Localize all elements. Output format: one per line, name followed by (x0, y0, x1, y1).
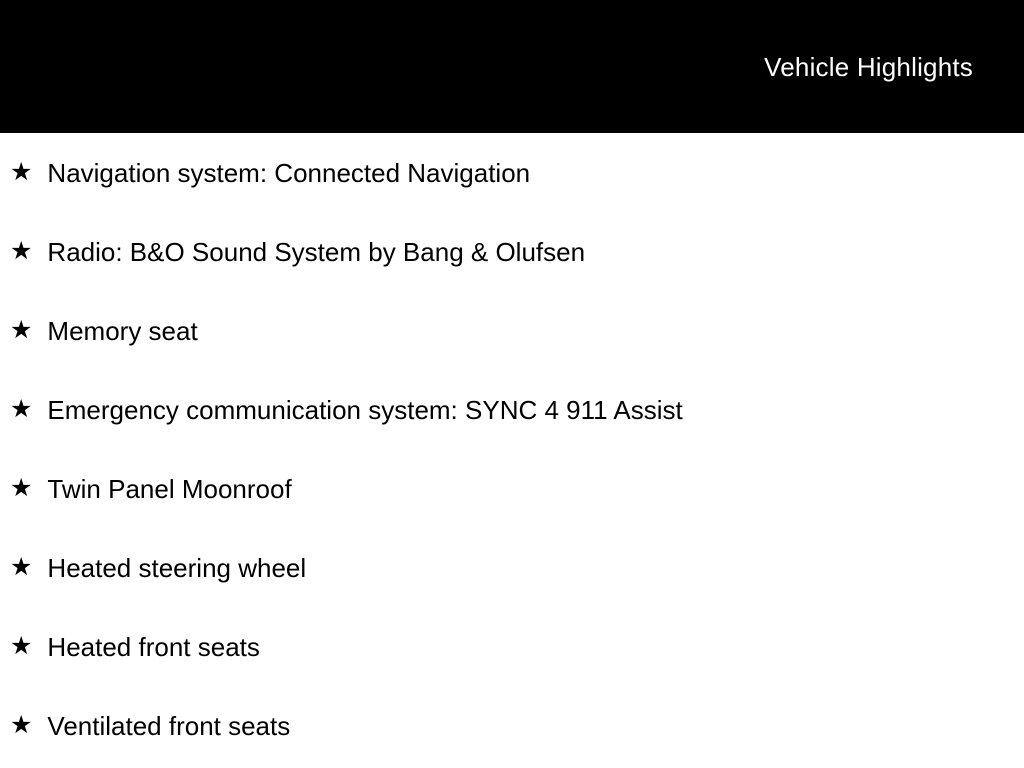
star-icon: ★ (10, 316, 33, 344)
list-item (0, 686, 1024, 765)
item-label: Heated front seats (47, 631, 260, 662)
item-label: Memory seat (47, 315, 198, 346)
item-label: Twin Panel Moonroof (47, 473, 292, 504)
star-icon: ★ (10, 711, 33, 739)
list-item (0, 212, 1024, 291)
list-item (0, 370, 1024, 449)
star-icon: ★ (10, 395, 33, 423)
page-title: Vehicle Highlights (764, 51, 973, 82)
list-item (0, 528, 1024, 607)
list-item (0, 133, 1024, 212)
highlights-list (0, 133, 1024, 765)
list-item (0, 449, 1024, 528)
star-icon: ★ (10, 158, 33, 186)
item-label: Ventilated front seats (47, 710, 291, 741)
item-label: Navigation system: Connected Navigation (47, 157, 531, 188)
list-item (0, 291, 1024, 370)
star-icon: ★ (10, 553, 33, 581)
star-icon: ★ (10, 474, 33, 502)
item-label: Heated steering wheel (47, 552, 307, 583)
star-icon: ★ (10, 237, 33, 265)
list-item (0, 607, 1024, 686)
item-label: Radio: B&O Sound System by Bang & Olufsen (47, 236, 586, 267)
star-icon: ★ (10, 632, 33, 660)
header-bar (0, 0, 1024, 133)
item-label: Emergency communication system: SYNC 4 911 Assist (47, 394, 683, 425)
